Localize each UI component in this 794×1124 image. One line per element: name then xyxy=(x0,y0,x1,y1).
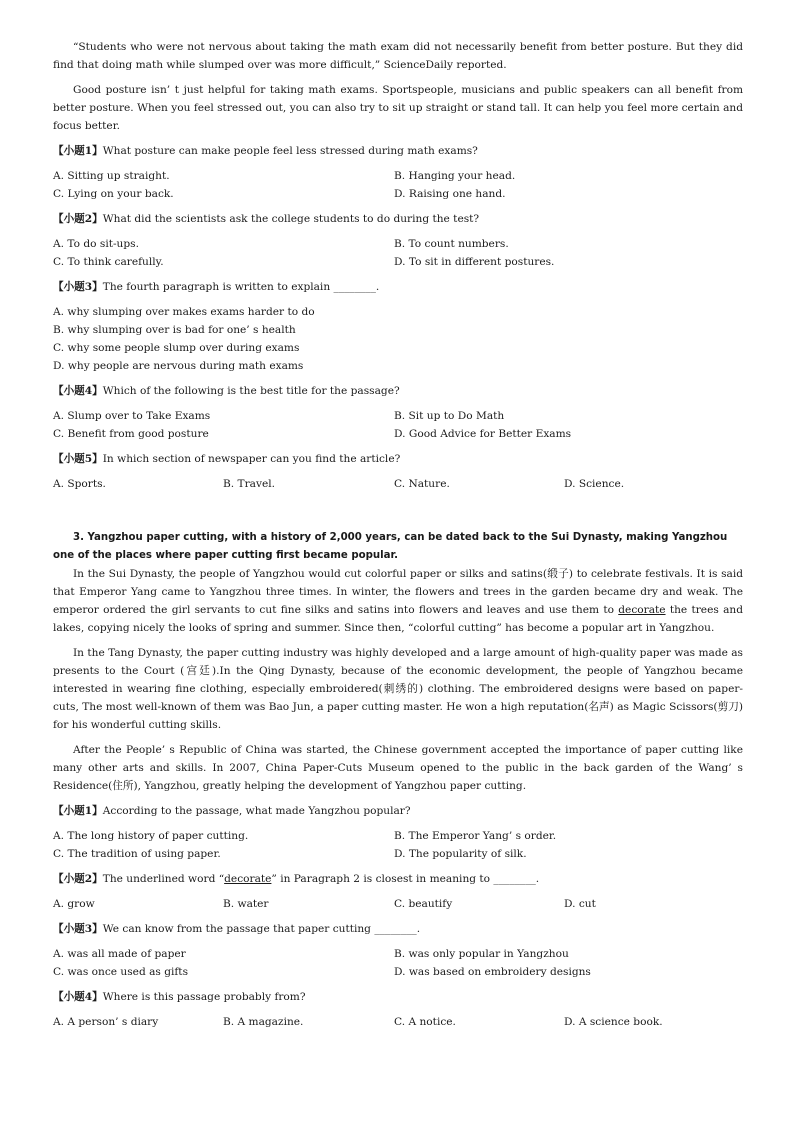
question-tag: 【小题1】 xyxy=(53,145,103,157)
question-tag: 【小题2】 xyxy=(53,873,103,885)
option-b: B. water xyxy=(223,898,269,910)
option-d: D. why people are nervous during math exams xyxy=(53,360,304,372)
question-text: Which of the following is the best title for the passage? xyxy=(102,385,400,397)
question-text: What posture can make people feel less stressed during math exams? xyxy=(102,145,478,157)
option-c: C. Lying on your back. xyxy=(53,188,174,200)
underlined-word: decorate xyxy=(618,604,666,616)
option-d: D. cut xyxy=(564,898,596,910)
question xyxy=(53,142,743,160)
option-a: A. A person’ s diary xyxy=(53,1016,159,1028)
option-a: A. was all made of paper xyxy=(53,948,186,960)
options xyxy=(53,475,743,493)
option-c: C. Benefit from good posture xyxy=(53,428,209,440)
option-a: A. To do sit-ups. xyxy=(53,238,139,250)
option-b: B. A magazine. xyxy=(223,1016,304,1028)
question xyxy=(53,382,743,400)
option-d: D. Science. xyxy=(564,478,625,490)
question xyxy=(53,920,743,938)
option-d: D. The popularity of silk. xyxy=(394,848,527,860)
options xyxy=(53,895,743,913)
question-tag: 【小题1】 xyxy=(53,805,103,817)
options xyxy=(53,945,743,981)
option-a: A. Slump over to Take Exams xyxy=(53,410,211,422)
option-a: A. The long history of paper cutting. xyxy=(53,830,249,842)
option-d: D. was based on embroidery designs xyxy=(394,966,591,978)
paragraph: In the Sui Dynasty, the people of Yangzhou would cut colorful paper or silks and satins(缎子) to celebrate festivals. It is said that Emperor Yang came to Yangzhou three times. In winter, the flowers and trees in the garden became dry and weak. The emperor ordered the girl servants to cut fine silks and satins into flowers and leaves and use them to decorate the trees and lakes, copying nicely the looks of spring and summer. Since then, “colorful cutting” has become a popular art in Yangzhou. xyxy=(53,568,743,634)
paragraph: Good posture isn’ t just helpful for taking math exams. Sportspeople, musicians and public speakers can all benefit from better posture. When you feel stressed out, you can also try to sit up straight or stand tall. It can help you feel more certain and focus better. xyxy=(53,84,743,132)
option-c: C. A notice. xyxy=(394,1016,456,1028)
question xyxy=(53,278,743,296)
question-text: Where is this passage probably from? xyxy=(102,991,306,1003)
document-page xyxy=(53,38,743,1031)
option-c: C. beautify xyxy=(394,898,453,910)
question: 【小题2】The underlined word “decorate” in Paragraph 2 is closest in meaning to ________. xyxy=(53,873,540,885)
option-a: A. Sitting up straight. xyxy=(53,170,170,182)
question xyxy=(53,802,743,820)
option-b: B. Sit up to Do Math xyxy=(394,410,505,422)
options xyxy=(53,167,743,203)
question xyxy=(53,450,743,468)
question-tag: 【小题2】 xyxy=(53,213,103,225)
passage-heading: 3. Yangzhou paper cutting, with a history of 2,000 years, can be dated back to the Sui Dynasty, making Yangzhou one of the places where paper cutting first became popular. xyxy=(53,532,728,561)
question xyxy=(53,988,743,1006)
question-tag: 【小题4】 xyxy=(53,385,103,397)
options xyxy=(53,303,743,375)
options xyxy=(53,235,743,271)
question-text: According to the passage, what made Yangzhou popular? xyxy=(102,805,411,817)
question-text: What did the scientists ask the college students to do during the test? xyxy=(102,213,480,225)
option-a: A. why slumping over makes exams harder to do xyxy=(53,306,315,318)
question-tag: 【小题4】 xyxy=(53,991,103,1003)
paragraph: In the Tang Dynasty, the paper cutting industry was highly developed and a large amount of high-quality paper was made as presents to the Court (宫廷).In the Qing Dynasty, because of the economic development, the people of Yangzhou became interested in wearing fine clothing, especially embroidered(刺绣的) clothing. The embroidered designs were based on paper-cuts, The most well-known of them was Bao Jun, a paper cutting master. He won a high reputation(名声) as Magic Scissors(剪刀) for his wonderful cutting skills. xyxy=(53,647,743,731)
option-c: C. Nature. xyxy=(394,478,450,490)
option-c: C. To think carefully. xyxy=(53,256,164,268)
option-d: D. A science book. xyxy=(564,1016,663,1028)
option-c: C. was once used as gifts xyxy=(53,966,189,978)
option-d: D. To sit in different postures. xyxy=(394,256,555,268)
question-text: We can know from the passage that paper cutting ________. xyxy=(102,923,421,935)
option-b: B. Travel. xyxy=(223,478,275,490)
option-a: A. grow xyxy=(53,898,95,910)
question-tag: 【小题3】 xyxy=(53,281,103,293)
paragraph: After the People’ s Republic of China was started, the Chinese government accepted the importance of paper cutting like many other arts and skills. In 2007, China Paper-Cuts Museum opened to the public in the back garden of the Wang’ s Residence(住所), Yangzhou, greatly helping the development of Yangzhou paper cutting. xyxy=(53,744,743,792)
option-b: B. Hanging your head. xyxy=(394,170,516,182)
question-text: The fourth paragraph is written to explain ________. xyxy=(102,281,380,293)
option-a: A. Sports. xyxy=(53,478,106,490)
option-d: D. Raising one hand. xyxy=(394,188,506,200)
option-c: C. The tradition of using paper. xyxy=(53,848,221,860)
option-b: B. why slumping over is bad for one’ s health xyxy=(53,324,296,336)
question-text: In which section of newspaper can you find the article? xyxy=(102,453,401,465)
option-d: D. Good Advice for Better Exams xyxy=(394,428,572,440)
options xyxy=(53,1013,743,1031)
options xyxy=(53,407,743,443)
question-tag: 【小题3】 xyxy=(53,923,103,935)
paragraph: “Students who were not nervous about taking the math exam did not necessarily benefit from better posture. But they did find that doing math while slumped over was more difficult,” ScienceDaily reported. xyxy=(53,41,743,71)
option-b: B. To count numbers. xyxy=(394,238,509,250)
option-b: B. was only popular in Yangzhou xyxy=(394,948,569,960)
underlined-word: decorate xyxy=(224,873,272,885)
options xyxy=(53,827,743,863)
question-tag: 【小题5】 xyxy=(53,453,103,465)
option-c: C. why some people slump over during exams xyxy=(53,342,300,354)
question xyxy=(53,210,743,228)
option-b: B. The Emperor Yang’ s order. xyxy=(394,830,557,842)
